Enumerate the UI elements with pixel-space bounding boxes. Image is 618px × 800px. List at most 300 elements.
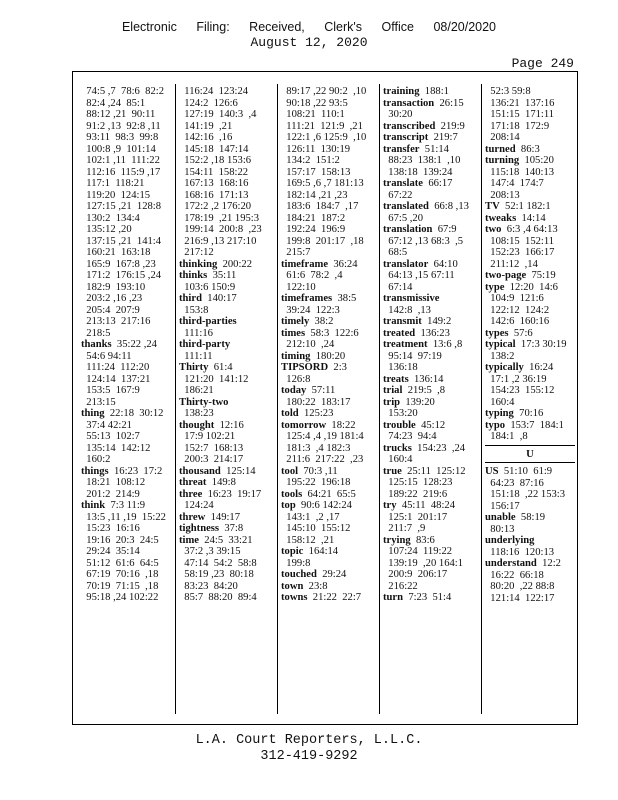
index-term: typical — [485, 339, 516, 350]
index-continuation: 211:6 217:22 ,23 — [281, 454, 364, 465]
index-continuation: 39:24 122:3 — [281, 304, 340, 316]
index-entry — [485, 339, 575, 351]
index-term: three — [179, 488, 203, 500]
index-term: translator — [383, 258, 429, 270]
index-continuation: 218:5 — [81, 327, 111, 339]
index-continuation: 203:2 ,16 ,23 — [81, 293, 143, 304]
index-continuation: 154:23 155:12 — [485, 385, 555, 396]
index-continuation: 212:10 ,24 — [281, 339, 335, 350]
index-entry — [485, 512, 575, 524]
index-term: Thirty — [179, 362, 209, 373]
index-entry — [485, 282, 575, 294]
index-refs: 140:17 — [201, 293, 237, 304]
index-term: treatment — [383, 339, 428, 350]
index-continuation: 153:8 — [179, 304, 209, 316]
filing-header — [0, 20, 618, 50]
index-continuation: 61:6 78:2 ,4 — [281, 270, 343, 281]
index-refs: 45:12 — [415, 419, 446, 431]
index-entry — [383, 224, 479, 236]
index-continuation: 58:19 ,23 80:18 — [179, 569, 254, 580]
filing-stamp-line — [0, 20, 618, 35]
index-continuation: 217:12 — [179, 247, 214, 258]
index-term: trial — [383, 385, 403, 396]
index-continuation: 112:16 115:9 ,17 — [81, 166, 161, 178]
index-refs: 57:11 — [306, 385, 336, 396]
index-continuation: 192:24 196:9 — [281, 224, 346, 235]
index-entry — [383, 144, 479, 156]
index-entry — [485, 558, 575, 570]
index-continuation: 111:21 121:9 ,21 — [281, 120, 363, 132]
index-continuation: 95:18 ,24 102:22 — [81, 592, 159, 603]
index-term: transmissive — [383, 293, 440, 304]
index-term: training — [383, 86, 420, 97]
reporter-name: L.A. Court Reporters, L.L.C. — [195, 733, 423, 748]
index-entry — [281, 408, 377, 420]
index-refs: 149:8 — [206, 477, 236, 488]
index-continuation: 111:16 — [179, 327, 213, 339]
index-refs: 29:24 — [316, 569, 347, 580]
letter-rule — [485, 445, 575, 446]
index-entry — [485, 362, 575, 374]
index-entry — [383, 443, 479, 455]
reporter-phone: 312-419-9292 — [260, 749, 358, 764]
index-continuation: 134:2 151:2 — [281, 155, 340, 166]
index-continuation: 158:12 ,21 — [281, 534, 335, 546]
index-continuation: 138:23 — [179, 408, 214, 419]
index-continuation: 216:22 — [383, 580, 418, 592]
index-continuation: 17:9 102:21 — [179, 431, 236, 442]
index-continuation: 205:4 207:9 — [81, 304, 140, 316]
index-refs: 136:14 — [408, 373, 444, 385]
index-term: thought — [179, 419, 215, 431]
index-continuation: 213:15 — [81, 396, 116, 408]
index-continuation: 127:19 140:3 ,4 — [179, 109, 257, 120]
index-continuation: 125:1 201:17 — [383, 511, 448, 523]
index-continuation: 74:23 94:4 — [383, 431, 437, 442]
index-continuation: 145:10 155:12 — [281, 523, 351, 534]
index-continuation: 55:13 102:7 — [81, 431, 140, 442]
index-frame — [72, 71, 578, 725]
index-refs: 149:2 — [421, 316, 452, 327]
index-continuation: 200:3 214:17 — [179, 454, 244, 465]
index-entry — [383, 316, 479, 328]
index-continuation: 126:8 — [281, 373, 311, 385]
index-refs: 70:16 — [513, 408, 544, 419]
index-term: today — [281, 385, 307, 396]
index-entry — [281, 466, 377, 478]
index-continuation: 125:4 ,4 ,19 181:4 — [281, 431, 364, 442]
index-continuation: 145:18 147:14 — [179, 143, 249, 155]
index-term: thousand — [179, 465, 221, 477]
index-continuation: 184:21 187:2 — [281, 212, 346, 224]
index-term: timing — [281, 350, 311, 362]
filing-word: Filing: — [196, 20, 230, 34]
index-term: tool — [281, 465, 299, 477]
index-continuation: 64:23 87:16 — [485, 477, 544, 489]
index-refs: 52:1 182:1 — [499, 201, 551, 212]
index-term: transmit — [383, 316, 422, 327]
letter-heading: U — [526, 448, 534, 460]
index-continuation: 124:2 126:6 — [179, 97, 238, 109]
index-refs: 23:8 — [303, 580, 328, 592]
index-entry — [281, 259, 377, 271]
index-continuation: 102:1 ,11 111:22 — [81, 155, 160, 166]
index-continuation: 74:5 ,7 78:6 82:2 — [81, 86, 164, 97]
index-refs: 16:23 17:2 — [108, 465, 163, 477]
index-continuation: 171:2 176:15 ,24 — [81, 270, 162, 281]
index-refs: 6:3 ,4 64:13 — [501, 224, 558, 235]
index-entry — [179, 523, 275, 535]
index-term: told — [281, 408, 299, 419]
index-continuation: 118:16 120:13 — [485, 546, 555, 558]
index-refs: 105:20 — [519, 155, 554, 166]
filing-word: Received, — [249, 20, 305, 34]
index-continuation: 67:19 70:16 ,18 — [81, 569, 159, 580]
index-refs: 12:20 14:6 — [504, 281, 558, 293]
index-term: think — [81, 500, 106, 511]
index-continuation: 108:21 110:1 — [281, 109, 345, 120]
index-continuation: 83:23 84:20 — [179, 580, 238, 592]
index-refs: 51:10 61:9 — [498, 466, 553, 477]
index-term: US — [485, 466, 499, 477]
index-entry — [281, 328, 377, 340]
index-entry — [81, 500, 173, 512]
index-refs: 16:24 — [523, 362, 554, 373]
index-term: typing — [485, 408, 514, 419]
index-continuation: 160:4 — [485, 396, 515, 408]
index-continuation: 52:3 59:8 — [485, 86, 531, 97]
index-continuation: 67:14 — [383, 281, 413, 293]
index-entry — [485, 201, 575, 213]
index-continuation: 215:7 — [281, 247, 311, 258]
filing-word: Clerk's — [324, 20, 363, 34]
index-continuation: 119:20 124:15 — [81, 189, 151, 201]
index-term: trouble — [383, 419, 416, 431]
index-term: trip — [383, 396, 401, 408]
index-continuation: 126:11 130:19 — [281, 143, 351, 155]
index-continuation: 82:4 ,24 85:1 — [81, 97, 146, 109]
index-refs: 21:22 22:7 — [307, 592, 362, 603]
index-refs: 66:17 — [423, 178, 453, 189]
index-continuation: 138:2 — [485, 350, 515, 362]
filing-word: Electronic — [121, 20, 177, 34]
index-continuation: 142:6 160:16 — [485, 316, 550, 327]
index-continuation: 138:18 139:24 — [383, 166, 453, 178]
index-entry — [179, 293, 275, 305]
index-continuation: 199:8 201:17 ,18 — [281, 235, 364, 247]
index-continuation: 211:12 ,14 — [485, 258, 538, 270]
index-continuation: 151:15 171:11 — [485, 109, 555, 120]
index-continuation: 180:22 183:17 — [281, 396, 351, 408]
index-continuation: 111:24 112:20 — [81, 362, 150, 373]
index-entry — [383, 121, 479, 133]
index-continuation: 80:20 ,22 88:8 — [485, 581, 555, 592]
index-continuation: 122:10 — [281, 281, 316, 293]
index-continuation: 70:19 71:15 ,18 — [81, 580, 159, 592]
index-continuation: 90:18 ,22 93:5 — [281, 97, 348, 109]
index-continuation: 15:23 16:16 — [81, 523, 140, 534]
index-entry — [485, 408, 575, 420]
index-refs: 51:14 — [419, 143, 449, 155]
index-continuation: 136:21 137:16 — [485, 97, 555, 109]
index-continuation: 135:14 142:12 — [81, 442, 151, 454]
index-continuation: 104:9 121:6 — [485, 293, 544, 304]
index-term: turned — [485, 143, 516, 155]
page-number: Page 249 — [511, 56, 574, 71]
index-entry — [281, 420, 377, 432]
index-entry — [179, 477, 275, 489]
index-term: top — [281, 500, 296, 511]
index-term: time — [179, 534, 199, 546]
index-entry — [281, 316, 377, 328]
index-refs: 12:2 — [536, 558, 561, 569]
index-continuation: 142:8 ,13 — [383, 304, 431, 316]
index-term: third — [179, 293, 202, 304]
index-continuation: 117:1 118:21 — [81, 178, 145, 189]
index-continuation: 17:1 ,2 36:19 — [485, 373, 547, 385]
index-continuation: 165:9 167:8 ,23 — [81, 258, 156, 270]
index-continuation: 200:9 206:17 — [383, 569, 448, 580]
index-term: transcript — [383, 132, 429, 143]
index-continuation: 156:17 — [485, 500, 520, 512]
index-entry — [485, 535, 575, 547]
index-term: two-page — [485, 270, 527, 281]
index-entry — [383, 132, 479, 144]
transcript-date: August 12, 2020 — [250, 35, 368, 50]
index-continuation: 154:11 158:22 — [179, 166, 249, 178]
index-refs: 64:21 65:5 — [302, 488, 356, 500]
index-entry — [383, 420, 479, 432]
index-term: times — [281, 327, 306, 339]
index-refs: 136:23 — [415, 327, 450, 339]
index-continuation: 153:5 167:9 — [81, 385, 140, 396]
index-term: town — [281, 580, 304, 592]
index-refs: 24:5 33:21 — [199, 534, 253, 546]
index-entry — [485, 155, 575, 167]
index-continuation: 139:19 ,20 164:1 — [383, 557, 464, 569]
index-entry — [281, 293, 377, 305]
index-term: two — [485, 224, 502, 235]
index-term: transfer — [383, 143, 420, 155]
index-continuation: 143:1 ,2 ,17 — [281, 511, 340, 523]
index-term: Thirty-two — [179, 396, 229, 408]
index-continuation: 216:9 ,13 217:10 — [179, 235, 257, 247]
index-continuation: 160:4 — [383, 454, 413, 465]
index-continuation: 100:8 ,9 101:14 — [81, 143, 156, 155]
index-term: timeframe — [281, 258, 329, 270]
index-entry — [281, 581, 377, 593]
column-divider — [481, 84, 482, 714]
index-continuation: 103:6 150:9 — [179, 281, 236, 293]
index-continuation: 208:13 — [485, 189, 520, 201]
index-continuation: 136:18 — [383, 362, 418, 373]
index-continuation: 189:22 219:6 — [383, 488, 448, 500]
index-continuation: 186:21 — [179, 385, 214, 396]
index-continuation: 85:7 88:20 89:4 — [179, 592, 257, 603]
index-column-1 — [81, 86, 173, 716]
index-refs: 2:3 — [328, 362, 347, 373]
index-continuation: 80:13 — [485, 523, 515, 535]
index-continuation: 182:9 193:10 — [81, 281, 146, 293]
index-entry — [179, 339, 275, 351]
index-refs: 37:8 — [219, 523, 244, 534]
index-refs: 12:16 — [214, 419, 244, 431]
index-continuation: 37:4 42:21 — [81, 419, 132, 431]
index-entry — [485, 270, 575, 282]
index-entry — [81, 339, 173, 351]
index-continuation: 152:7 168:13 — [179, 442, 244, 454]
index-entry — [383, 98, 479, 110]
index-term: turning — [485, 155, 520, 166]
column-divider — [277, 84, 278, 714]
index-refs: 200:22 — [217, 258, 253, 270]
filing-word: 08/20/2020 — [433, 20, 497, 34]
index-continuation: 124:14 137:21 — [81, 373, 151, 385]
index-term: true — [383, 465, 402, 477]
index-entry — [281, 385, 377, 397]
index-continuation: 208:14 — [485, 132, 520, 143]
index-entry — [179, 535, 275, 547]
index-refs: 75:19 — [526, 270, 556, 281]
index-term: threw — [179, 511, 206, 523]
index-continuation: 160:21 163:18 — [81, 247, 151, 258]
index-continuation: 47:14 54:2 58:8 — [179, 557, 257, 569]
index-continuation: 37:2 ,3 39:15 — [179, 546, 241, 557]
index-continuation: 88:12 ,21 90:11 — [81, 109, 156, 120]
index-term: third-party — [179, 339, 231, 350]
index-entry — [485, 224, 575, 236]
index-term: topic — [281, 546, 304, 557]
index-refs: 17:3 30:19 — [515, 339, 567, 350]
index-entry — [281, 546, 377, 558]
index-refs: 14:14 — [516, 212, 546, 224]
index-continuation: 19:16 20:3 24:5 — [81, 534, 159, 546]
index-continuation: 211:7 ,9 — [383, 523, 426, 534]
index-term: understand — [485, 558, 537, 569]
index-entry — [179, 362, 275, 374]
index-refs: 7:23 51:4 — [403, 592, 452, 603]
index-term: thinks — [179, 270, 208, 281]
index-refs: 26:15 — [434, 97, 464, 109]
index-entry — [81, 408, 173, 420]
index-entry — [179, 512, 275, 524]
column-divider — [379, 84, 380, 714]
index-entry — [281, 569, 377, 581]
index-entry — [281, 351, 377, 363]
index-continuation: 182:14 ,21 ,23 — [281, 189, 348, 201]
index-continuation: 184:1 ,8 — [485, 431, 528, 442]
index-refs: 154:23 ,24 — [411, 442, 466, 454]
index-term: typically — [485, 362, 524, 373]
index-entry — [179, 420, 275, 432]
index-refs: 13:6 ,8 — [427, 339, 463, 350]
index-continuation: 130:2 134:4 — [81, 212, 140, 224]
index-continuation: 213:13 217:16 — [81, 316, 151, 327]
index-entry — [383, 86, 479, 98]
index-continuation: 67:5 ,20 — [383, 212, 424, 224]
index-entry — [179, 270, 275, 282]
index-continuation: 135:12 ,20 — [81, 224, 132, 235]
index-column-2 — [179, 86, 275, 716]
index-entry — [485, 328, 575, 340]
index-term: typo — [485, 419, 506, 431]
column-divider — [175, 84, 176, 714]
index-continuation: 168:16 171:13 — [179, 189, 249, 201]
index-refs: 58:19 — [515, 512, 546, 523]
index-continuation: 125:15 128:23 — [383, 477, 453, 488]
index-term: TV — [485, 201, 500, 212]
index-refs: 38:5 — [332, 293, 357, 304]
index-continuation: 18:21 108:12 — [81, 477, 146, 488]
index-continuation: 121:20 141:12 — [179, 373, 249, 385]
index-continuation: 181:3 ,4 182:3 — [281, 442, 351, 454]
index-term: trucks — [383, 442, 412, 454]
index-entry — [281, 500, 377, 512]
index-entry — [383, 178, 479, 190]
index-refs: 16:23 19:17 — [202, 488, 262, 500]
index-continuation: 67:22 — [383, 189, 413, 201]
index-entry — [383, 259, 479, 271]
index-entry — [179, 316, 275, 328]
index-entry — [383, 592, 479, 604]
index-term: touched — [281, 569, 317, 580]
index-continuation: 141:19 ,21 — [179, 120, 233, 132]
index-refs: 38:2 — [309, 316, 334, 327]
index-continuation: 153:20 — [383, 408, 418, 419]
index-refs: 219:7 — [428, 132, 458, 143]
index-refs: 7:3 11:9 — [105, 500, 146, 511]
index-term: tightness — [179, 523, 220, 534]
index-continuation: 115:18 140:13 — [485, 166, 555, 178]
index-term: tweaks — [485, 212, 517, 224]
index-refs: 66:8 ,13 — [428, 201, 469, 212]
index-refs: 35:11 — [207, 270, 237, 281]
index-entry — [179, 489, 275, 501]
index-term: treated — [383, 327, 416, 339]
index-continuation: 152:23 166:17 — [485, 247, 555, 258]
index-term: thanks — [81, 339, 112, 350]
index-term: translated — [383, 201, 429, 212]
index-term: types — [485, 327, 509, 339]
index-continuation: 157:17 158:13 — [281, 166, 351, 178]
index-entry — [383, 374, 479, 386]
index-entry — [383, 397, 479, 409]
index-entry — [179, 466, 275, 478]
index-term: TIPSORD — [281, 362, 329, 373]
index-refs: 36:24 — [328, 258, 358, 270]
index-entry — [281, 592, 377, 604]
index-refs: 180:20 — [310, 350, 346, 362]
index-continuation: 16:22 66:18 — [485, 569, 544, 581]
index-continuation: 67:12 ,13 68:3 ,5 — [383, 235, 464, 247]
index-entry — [485, 466, 575, 478]
index-continuation: 201:2 214:9 — [81, 488, 140, 500]
index-continuation: 111:11 — [179, 350, 213, 362]
index-refs: 83:6 — [410, 534, 435, 546]
index-continuation: 172:2 ,2 176:20 — [179, 201, 252, 212]
index-refs: 58:3 122:6 — [305, 327, 359, 339]
index-term: translate — [383, 178, 424, 189]
index-refs: 139:20 — [400, 396, 435, 408]
index-refs: 219:9 — [435, 120, 465, 132]
index-continuation: 95:14 97:19 — [383, 350, 442, 362]
index-continuation: 30:20 — [383, 109, 413, 120]
index-entry — [179, 397, 275, 409]
index-entry — [179, 259, 275, 271]
index-refs: 35:22 ,24 — [111, 339, 157, 350]
index-continuation: 199:8 — [281, 557, 311, 569]
letter-rule — [485, 462, 575, 463]
